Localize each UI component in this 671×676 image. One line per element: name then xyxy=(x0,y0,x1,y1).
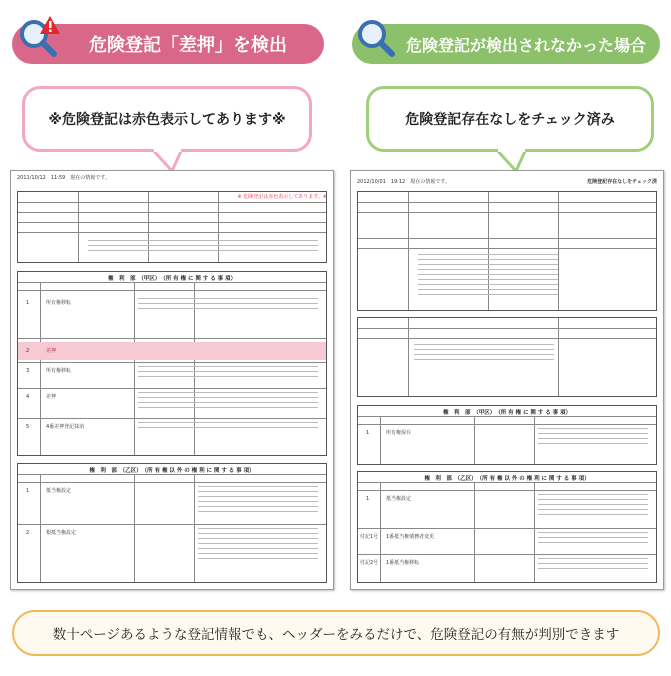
doc-left-kou-row3-purpose: 所有権移転 xyxy=(46,368,72,374)
header-left-title: 危険登記「差押」を検出 xyxy=(89,35,287,56)
doc-left-otsu-row1-purpose: 抵当権設定 xyxy=(46,488,72,494)
header-right-title: 危険登記が検出されなかった場合 xyxy=(405,35,646,55)
doc-left-warning: ※ 危険登記は赤色表示してあります。※ xyxy=(237,194,327,200)
doc-left-kou-row4-purpose: 差押 xyxy=(46,394,57,400)
doc-left-kou-row2-purpose: 差押 xyxy=(46,348,57,354)
doc-left-kou-title: 権 利 部 （甲区） （所 有 権 に 関 す る 事 項） xyxy=(107,276,237,282)
doc-left-kou-section xyxy=(17,271,327,456)
doc-left-otsu-row1-no: 1 xyxy=(26,488,30,494)
doc-right-otsu-row3-no: 付記2号 xyxy=(360,560,379,566)
doc-left-kou-row4-no: 4 xyxy=(26,394,30,400)
doc-left-timestamp: 2011/10/12 11:59 現在の情報です。 xyxy=(17,175,110,181)
doc-right-timestamp: 2012/10/01 19:12 現在の情報です。 xyxy=(357,179,450,185)
doc-left-otsu-row2-purpose: 根抵当権設定 xyxy=(46,530,77,536)
doc-right-otsu-section xyxy=(357,471,657,583)
doc-right-otsu-row2-purpose: 1番抵当権債務者変更 xyxy=(386,534,435,540)
doc-right-kou-section xyxy=(357,405,657,465)
doc-right-kou-row1-purpose: 所有権保存 xyxy=(386,430,412,436)
doc-right-otsu-title: 権 利 部 （乙区） （所 有 権 以 外 の 権 利 に 関 す る 事 項） xyxy=(424,476,590,482)
doc-left-kou-row5-purpose: 4番差押登記抹消 xyxy=(46,424,85,430)
header-right-pill xyxy=(352,24,660,64)
callout-danger-note xyxy=(22,86,312,152)
doc-left-otsu-section xyxy=(17,463,327,583)
doc-left-title-block xyxy=(17,191,327,263)
summary-banner xyxy=(12,610,660,656)
magnifier-warning-icon xyxy=(16,14,60,58)
doc-left-kou-row3-no: 3 xyxy=(26,368,30,374)
doc-left-danger-highlight xyxy=(18,342,326,360)
doc-left-kou-row5-no: 5 xyxy=(26,424,30,430)
doc-left-kou-row1-no: 1 xyxy=(26,300,30,306)
doc-right-otsu-row2-no: 付記1号 xyxy=(360,534,379,540)
magnifier-icon xyxy=(354,14,398,58)
doc-right-title-block xyxy=(357,191,657,311)
doc-left-kou-row2-no: 2 xyxy=(26,348,30,354)
doc-right-kou-row1-no: 1 xyxy=(366,430,370,436)
callout-danger-text: ※危険登記は赤色表示してあります※ xyxy=(48,112,286,128)
doc-right-notice: 危険登記存在なしをチェック済 xyxy=(587,179,657,185)
doc-right-otsu-row3-purpose: 1番抵当権移転 xyxy=(386,560,420,566)
doc-right-otsu-row1-no: 1 xyxy=(366,496,370,502)
doc-right-otsu-row1-purpose: 抵当権設定 xyxy=(386,496,412,502)
doc-left-otsu-row2-no: 2 xyxy=(26,530,30,536)
doc-right-building-block xyxy=(357,317,657,397)
summary-banner-text: 数十ページあるような登記情報でも、ヘッダーをみるだけで、危険登記の有無が判別できます xyxy=(52,627,620,643)
registry-document-danger xyxy=(10,170,334,590)
doc-left-otsu-title: 権 利 部 （乙区） （所 有 権 以 外 の 権 利 に 関 す る 事 項） xyxy=(89,468,255,474)
doc-left-kou-row1-purpose: 所有権移転 xyxy=(46,300,72,306)
doc-right-kou-title: 権 利 部 （甲区） （所 有 権 に 関 す る 事 項） xyxy=(442,410,572,416)
registry-document-safe xyxy=(350,170,664,590)
callout-safe-note xyxy=(366,86,654,152)
callout-safe-text: 危険登記存在なしをチェック済み xyxy=(405,112,615,128)
